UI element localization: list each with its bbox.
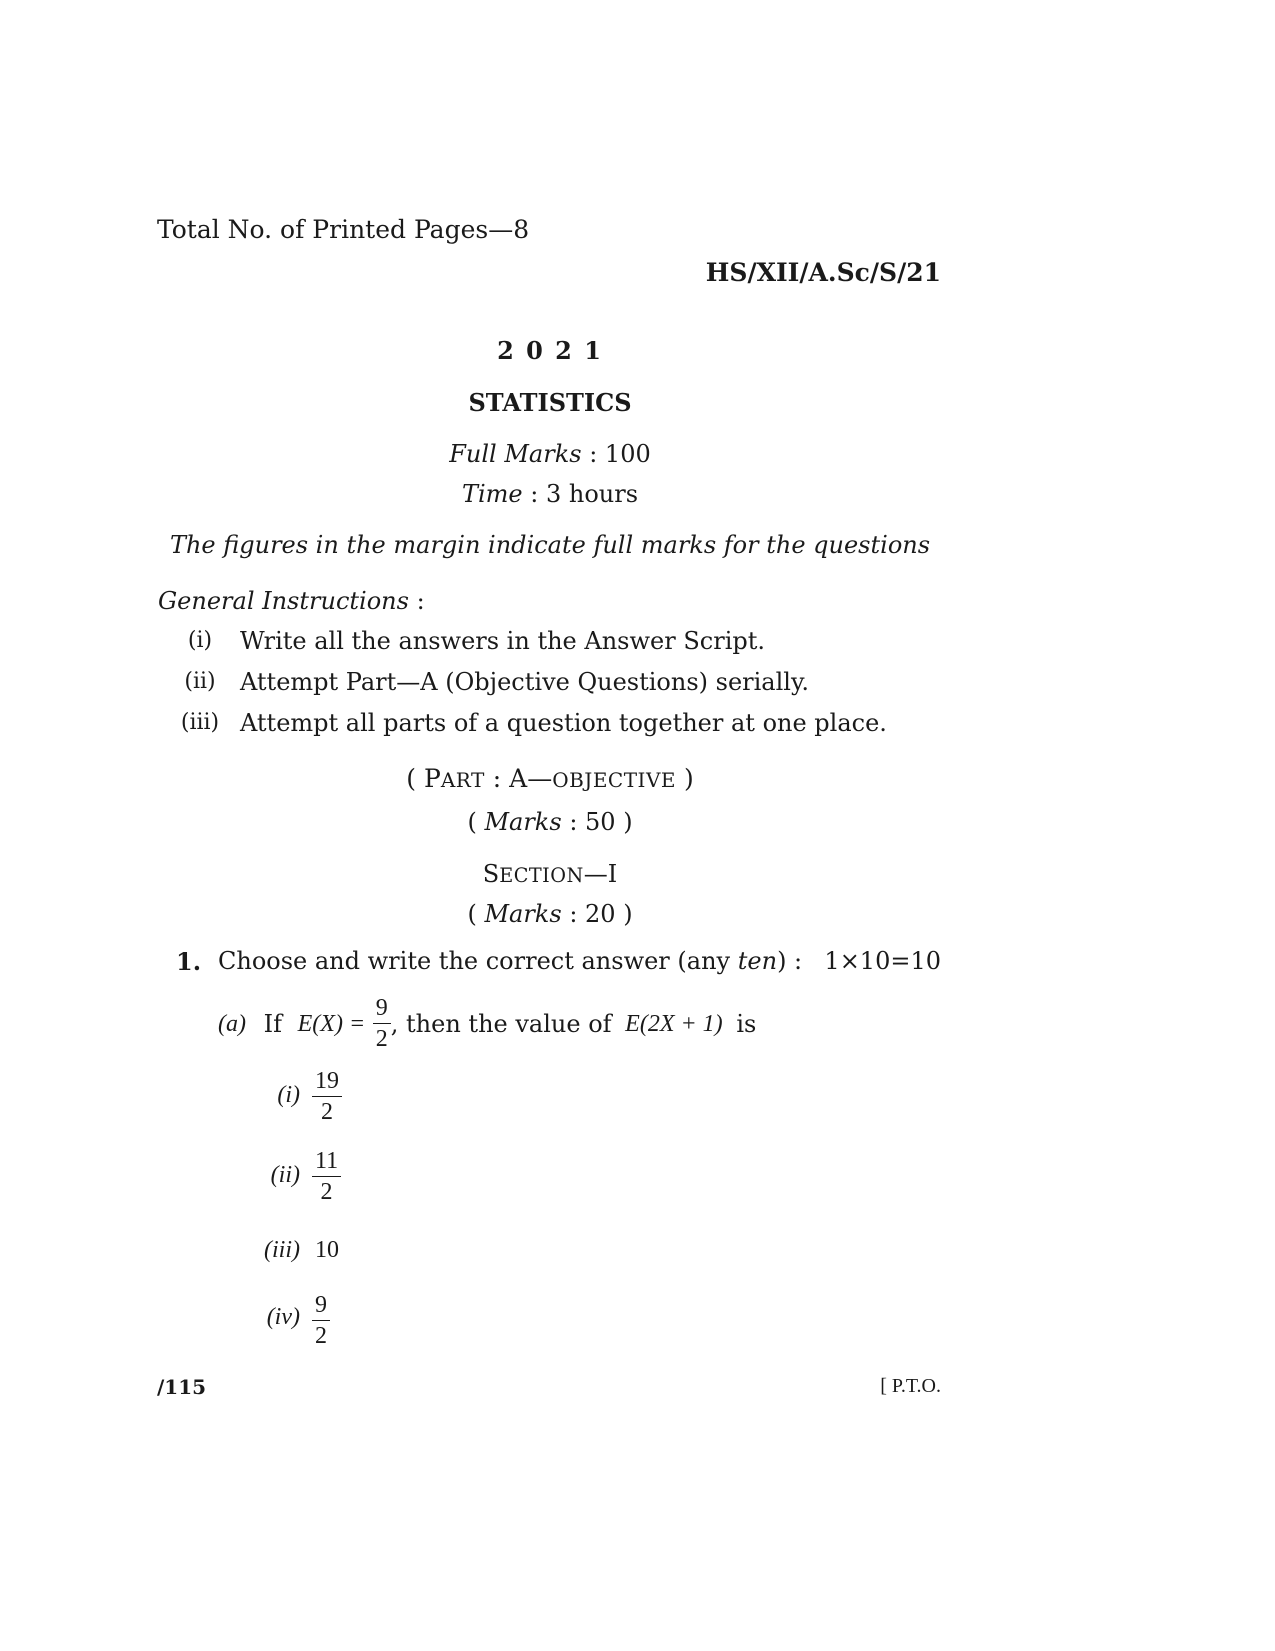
subquestion-middle: , then the value of	[390, 1009, 612, 1038]
option-fraction	[312, 1146, 341, 1207]
section-heading	[400, 860, 700, 888]
section-suffix: —I	[583, 860, 618, 888]
section-first-letter: S	[482, 860, 500, 888]
option-fraction	[312, 1066, 342, 1127]
instruction-num: (i)	[187, 628, 213, 653]
subject-title: STATISTICS	[468, 388, 632, 417]
part-a-open-paren: (	[406, 764, 417, 793]
question-number: 1.	[176, 947, 202, 976]
section-marks-label: Marks	[484, 900, 562, 928]
full-marks-label: Full Marks	[449, 440, 582, 468]
instructions-heading-text: General Instructions	[158, 587, 409, 615]
part-a-part-word	[424, 764, 485, 793]
time-allowed	[400, 480, 700, 508]
part-a-close-paren: )	[683, 764, 694, 793]
section-marks-value: : 20 )	[569, 900, 633, 928]
option-numerator: 19	[315, 1068, 339, 1094]
option-fraction	[312, 1290, 330, 1351]
fraction-numerator: 9	[375, 995, 388, 1021]
subquestion-fraction	[373, 993, 391, 1054]
full-marks-value: : 100	[589, 440, 651, 468]
subquestion-lhs: E(X) =	[297, 1010, 366, 1037]
instruction-num: (iii)	[180, 710, 220, 735]
part-a-marks-value: : 50 )	[569, 808, 633, 836]
question-marks: 1×10=10	[824, 947, 941, 975]
question-text-after: ) :	[777, 947, 803, 975]
part-a-marks-label: Marks	[484, 808, 562, 836]
part-a-marks-open: (	[467, 808, 477, 836]
section-marks	[400, 900, 700, 928]
option-numerator: 9	[315, 1292, 327, 1318]
page-code: /115	[157, 1375, 207, 1399]
part-a-marks	[400, 808, 700, 836]
part-a-part-rest: ART	[440, 768, 485, 792]
pto-note: [ P.T.O.	[880, 1375, 941, 1397]
subquestion-is: is	[736, 1009, 757, 1038]
part-a-objective: OBJECTIVE	[552, 768, 676, 792]
total-pages-note: Total No. of Printed Pages—8	[157, 215, 530, 244]
option-label: (iv)	[266, 1304, 300, 1330]
time-label: Time	[461, 480, 523, 508]
subquestion-label: (a)	[218, 1010, 246, 1037]
fraction-denominator: 2	[373, 1023, 391, 1054]
question-text	[218, 947, 802, 975]
option-denominator: 2	[312, 1096, 342, 1127]
option-denominator: 2	[312, 1320, 330, 1351]
question-text-ital: ten	[737, 947, 778, 975]
full-marks	[400, 440, 700, 468]
option-denominator: 2	[312, 1176, 341, 1207]
option-value: 10	[315, 1237, 339, 1263]
option-numerator: 11	[315, 1148, 339, 1174]
instruction-text: Attempt all parts of a question together at one place.	[240, 709, 887, 737]
part-a-heading	[350, 764, 750, 793]
subquestion-a	[218, 993, 756, 1054]
exam-year: 2 0 2 1	[497, 336, 603, 365]
question-text-before: Choose and write the correct answer (any	[218, 947, 731, 975]
subquestion-if: If	[263, 1009, 282, 1038]
time-value: : 3 hours	[530, 480, 639, 508]
part-a-part-first: P	[423, 764, 441, 793]
section-rest: ECTION	[499, 864, 584, 887]
option-label: (i)	[277, 1082, 300, 1108]
instruction-text: Attempt Part—A (Objective Questions) serially.	[240, 668, 809, 696]
option-label: (iii)	[264, 1237, 300, 1263]
instruction-num: (ii)	[184, 669, 216, 694]
paper-code: HS/XII/A.Sc/S/21	[705, 258, 941, 287]
instructions-heading	[158, 587, 425, 615]
section-marks-open: (	[467, 900, 477, 928]
instruction-text: Write all the answers in the Answer Script.	[240, 627, 765, 655]
subquestion-rhs: E(2X + 1)	[625, 1010, 723, 1037]
part-a-separator: : A—	[492, 764, 553, 793]
instructions-heading-colon: :	[416, 587, 425, 615]
option-label: (ii)	[270, 1162, 300, 1188]
margin-note: The figures in the margin indicate full marks for the questions	[169, 531, 931, 559]
